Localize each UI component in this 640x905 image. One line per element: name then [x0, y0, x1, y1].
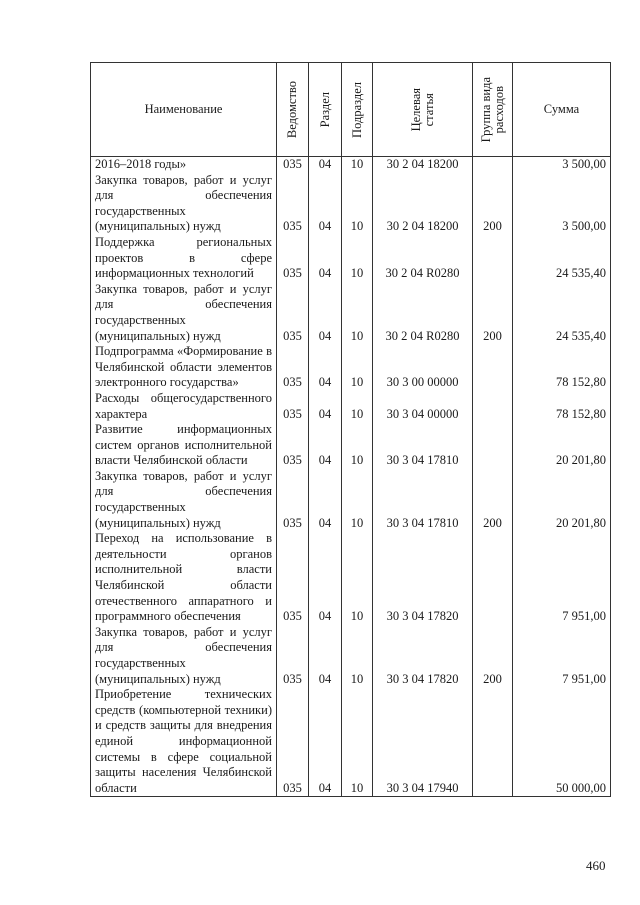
- cell-razdel: 04: [309, 687, 342, 797]
- cell-name: Закупка товаров, работ и услуг для обеспечения государственных (муниципальных) нужд: [91, 173, 277, 235]
- cell-vedomstvo: 035: [277, 157, 309, 173]
- cell-podrazdel: 10: [342, 687, 373, 797]
- header-target-label: Целевая статья: [408, 87, 436, 132]
- cell-sum: 24 535,40: [513, 235, 611, 282]
- cell-sum: 3 500,00: [513, 173, 611, 235]
- cell-group: [473, 235, 513, 282]
- cell-target: 30 2 04 18200: [373, 157, 473, 173]
- cell-name: Закупка товаров, работ и услуг для обеспечения государственных (муниципальных) нужд: [91, 625, 277, 687]
- table-row: [91, 391, 611, 422]
- cell-target: 30 3 04 17820: [373, 531, 473, 625]
- cell-vedomstvo: 035: [277, 422, 309, 469]
- header-target: [373, 63, 473, 157]
- cell-sum: 3 500,00: [513, 157, 611, 173]
- table-row: [91, 687, 611, 797]
- cell-vedomstvo: 035: [277, 625, 309, 687]
- cell-vedomstvo: 035: [277, 687, 309, 797]
- table-row: [91, 469, 611, 531]
- header-razdel-label: Раздел: [317, 91, 332, 128]
- cell-target: 30 3 04 17940: [373, 687, 473, 797]
- cell-target: 30 3 04 17810: [373, 422, 473, 469]
- table-body: [91, 157, 611, 797]
- cell-podrazdel: 10: [342, 422, 373, 469]
- cell-name: Переход на использование в деятельности органов исполнительной власти Челябинской области отечественного аппаратного и программного обеспечения: [91, 531, 277, 625]
- table-row: [91, 282, 611, 344]
- cell-razdel: 04: [309, 422, 342, 469]
- cell-razdel: 04: [309, 344, 342, 391]
- table-row: [91, 422, 611, 469]
- cell-target: 30 3 04 17810: [373, 469, 473, 531]
- cell-name: Расходы общегосударственного характера: [91, 391, 277, 422]
- cell-vedomstvo: 035: [277, 344, 309, 391]
- cell-razdel: 04: [309, 157, 342, 173]
- cell-name: Приобретение технических средств (компьютерной техники) и средств защиты для внедрения единой информационной системы в сфере социальной защиты населения Челябинской области: [91, 687, 277, 797]
- cell-group: [473, 687, 513, 797]
- cell-group: [473, 344, 513, 391]
- header-razdel: [309, 63, 342, 157]
- cell-podrazdel: 10: [342, 173, 373, 235]
- header-group: [473, 63, 513, 157]
- cell-podrazdel: 10: [342, 625, 373, 687]
- cell-sum: 24 535,40: [513, 282, 611, 344]
- table-row: [91, 157, 611, 173]
- cell-group: [473, 391, 513, 422]
- budget-table: [90, 62, 611, 797]
- table-row: [91, 235, 611, 282]
- cell-target: 30 2 04 R0280: [373, 235, 473, 282]
- cell-group: 200: [473, 282, 513, 344]
- cell-group: [473, 157, 513, 173]
- table-row: [91, 625, 611, 687]
- cell-sum: 20 201,80: [513, 422, 611, 469]
- cell-razdel: 04: [309, 282, 342, 344]
- table-header-row: [91, 63, 611, 157]
- cell-name: Закупка товаров, работ и услуг для обеспечения государственных (муниципальных) нужд: [91, 469, 277, 531]
- cell-group: 200: [473, 469, 513, 531]
- cell-vedomstvo: 035: [277, 235, 309, 282]
- header-vedomstvo-label: Ведомство: [285, 80, 299, 139]
- cell-target: 30 3 04 00000: [373, 391, 473, 422]
- cell-podrazdel: 10: [342, 531, 373, 625]
- header-sum: Сумма: [513, 63, 611, 157]
- cell-group: 200: [473, 173, 513, 235]
- cell-group: [473, 531, 513, 625]
- page-number: 460: [586, 858, 606, 873]
- header-podrazdel-label: Подраздел: [349, 81, 364, 138]
- cell-sum: 7 951,00: [513, 531, 611, 625]
- budget-table-sheet: [90, 62, 610, 844]
- cell-vedomstvo: 035: [277, 391, 309, 422]
- cell-vedomstvo: 035: [277, 531, 309, 625]
- cell-podrazdel: 10: [342, 391, 373, 422]
- cell-group: 200: [473, 625, 513, 687]
- cell-name: Поддержка региональных проектов в сфере информационных технологий: [91, 235, 277, 282]
- cell-vedomstvo: 035: [277, 469, 309, 531]
- cell-name: Развитие информационных систем органов исполнительной власти Челябинской области: [91, 422, 277, 469]
- cell-sum: 78 152,80: [513, 344, 611, 391]
- header-group-label: Группа вида расходов: [478, 76, 506, 143]
- header-vedomstvo: [277, 63, 309, 157]
- cell-target: 30 2 04 R0280: [373, 282, 473, 344]
- cell-target: 30 3 04 17820: [373, 625, 473, 687]
- header-podrazdel: [342, 63, 373, 157]
- cell-target: 30 3 00 00000: [373, 344, 473, 391]
- header-name: Наименование: [91, 63, 277, 157]
- cell-razdel: 04: [309, 531, 342, 625]
- cell-podrazdel: 10: [342, 344, 373, 391]
- cell-razdel: 04: [309, 173, 342, 235]
- cell-razdel: 04: [309, 391, 342, 422]
- cell-name: Закупка товаров, работ и услуг для обеспечения государственных (муниципальных) нужд: [91, 282, 277, 344]
- table-row: [91, 344, 611, 391]
- cell-vedomstvo: 035: [277, 173, 309, 235]
- cell-sum: 78 152,80: [513, 391, 611, 422]
- cell-sum: 50 000,00: [513, 687, 611, 797]
- cell-podrazdel: 10: [342, 282, 373, 344]
- cell-group: [473, 422, 513, 469]
- cell-vedomstvo: 035: [277, 282, 309, 344]
- cell-target: 30 2 04 18200: [373, 173, 473, 235]
- table-row: [91, 531, 611, 625]
- cell-name: 2016–2018 годы»: [91, 157, 277, 173]
- cell-podrazdel: 10: [342, 235, 373, 282]
- cell-razdel: 04: [309, 625, 342, 687]
- cell-sum: 20 201,80: [513, 469, 611, 531]
- cell-razdel: 04: [309, 469, 342, 531]
- cell-name: Подпрограмма «Формирование в Челябинской области элементов электронного государства»: [91, 344, 277, 391]
- table-row: [91, 173, 611, 235]
- cell-sum: 7 951,00: [513, 625, 611, 687]
- cell-razdel: 04: [309, 235, 342, 282]
- cell-podrazdel: 10: [342, 157, 373, 173]
- cell-podrazdel: 10: [342, 469, 373, 531]
